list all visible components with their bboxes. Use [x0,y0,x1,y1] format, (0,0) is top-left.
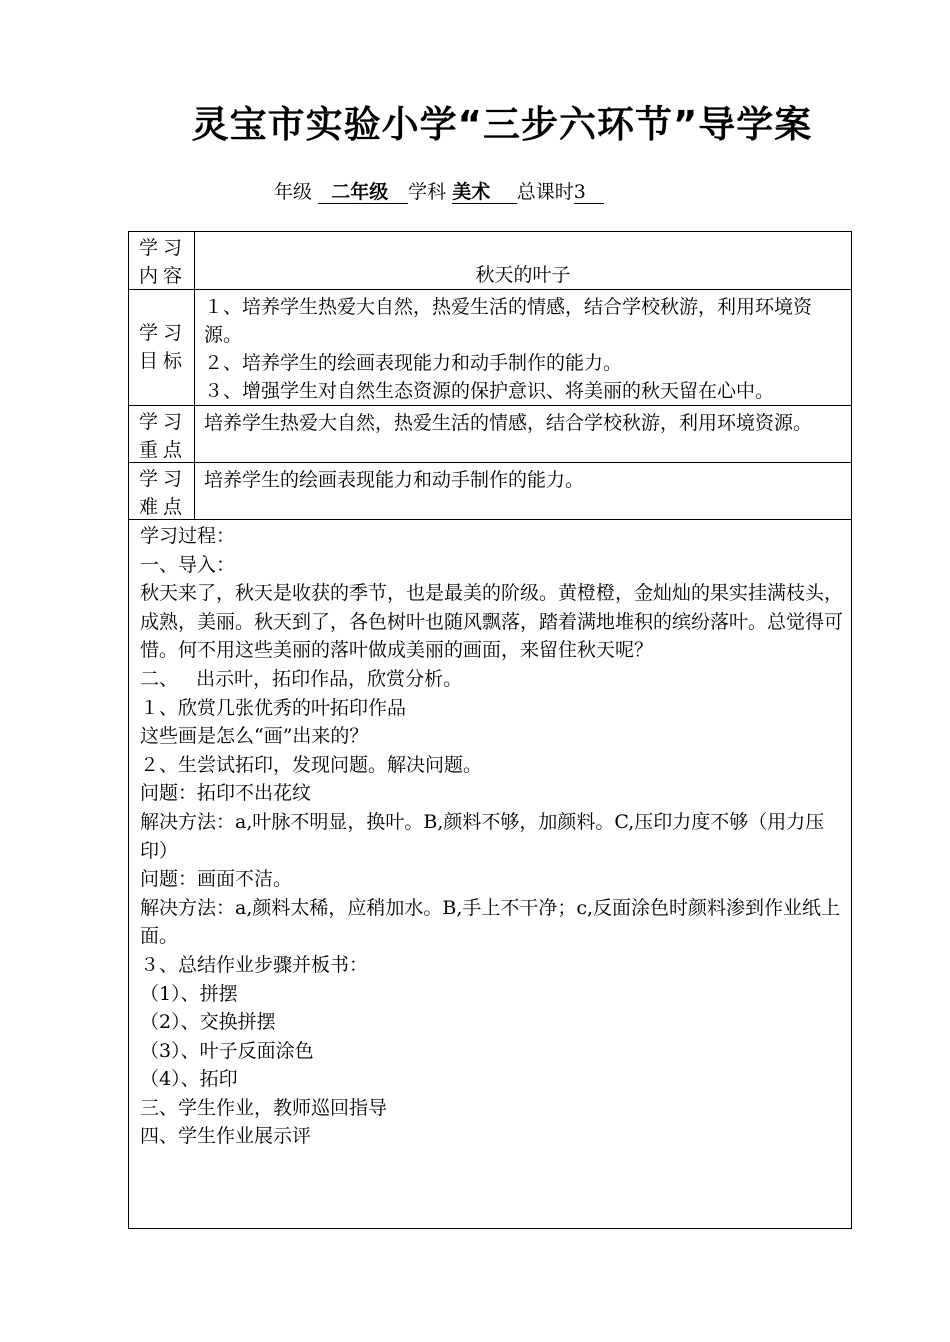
process-line: １、欣赏几张优秀的叶拓印作品 [140,696,407,719]
process-line: 一、导入： [140,553,236,576]
hours-label: 总课时 [516,181,574,203]
row-goals [129,290,851,406]
process-line: 这些画是怎么“画”出来的？ [140,725,369,748]
label-content: 学习内容 [129,232,195,289]
row-difficulty [129,463,851,520]
process-section [129,520,851,1151]
process-line: 解决方法：a,颜料太稀，应稍加水。B,手上不干净；c,反面涂色时颜料渗到作业纸上面。 [140,896,841,948]
goal-item: １、培养学生热爱大自然，热爱生活的情感，结合学校秋游，利用环境资源。 [204,296,813,346]
process-line: 四、学生作业展示评 [140,1125,312,1148]
goal-item: ２、培养学生的绘画表现能力和动手制作的能力。 [204,352,623,374]
grade-value: 二年级 [318,181,408,204]
process-line: 问题：拓印不出花纹 [140,782,312,805]
process-line: （2）、交换拼摆 [140,1011,276,1034]
row-key [129,406,851,463]
process-line: 二、 出示叶，拓印作品，欣赏分析。 [140,667,463,690]
process-line: 学习过程： [140,525,236,547]
label-goals: 学习目标 [129,290,195,405]
hours-value: 3 [574,181,604,204]
process-line: （4）、拓印 [140,1068,238,1091]
cell-key: 培养学生热爱大自然，热爱生活的情感，结合学校秋游，利用环境资源。 [204,412,813,434]
row-content [129,232,851,290]
process-line: ２、生尝试拓印，发现问题。解决问题。 [140,753,483,776]
process-line: 三、学生作业，教师巡回指导 [140,1096,388,1119]
process-line: （1）、拼摆 [140,982,238,1005]
cell-goals [195,290,851,405]
label-key: 学习重点 [129,406,195,462]
grade-label: 年级 [274,181,313,203]
cell-content [195,232,851,289]
subject-label: 学科 [408,181,447,203]
process-line: 秋天来了，秋天是收获的季节，也是最美的阶级。黄橙橙，金灿灿的果实挂满枝头， [140,582,844,605]
goal-item: ３、增强学生对自然生态资源的保护意识、将美丽的秋天留在心中。 [204,380,775,402]
subject-value: 美术 [452,181,516,204]
process-line: （3）、叶子反面涂色 [140,1039,314,1062]
lesson-table [128,231,852,1229]
process-line: ３、总结作业步骤并板书： [140,953,369,976]
label-difficulty: 学习难点 [129,463,195,519]
process-line: 成熟，美丽。秋天到了，各色树叶也随风飘落，踏着满地堆积的缤纷落叶。总觉得可惜。何不用这些美丽的落叶做成美丽的画面，来留住秋天呢？ [140,610,844,662]
cell-difficulty: 培养学生的绘画表现能力和动手制作的能力。 [204,469,585,491]
process-line: 问题：画面不洁。 [140,868,293,891]
process-line: 解决方法：a,叶脉不明显，换叶。B,颜料不够，加颜料。C,压印力度不够（用力压印） [140,810,825,862]
document-title: 灵宝市实验小学“三步六环节”导学案 [191,103,813,146]
meta-line [274,177,604,204]
content-value: 秋天的叶子 [475,264,571,286]
